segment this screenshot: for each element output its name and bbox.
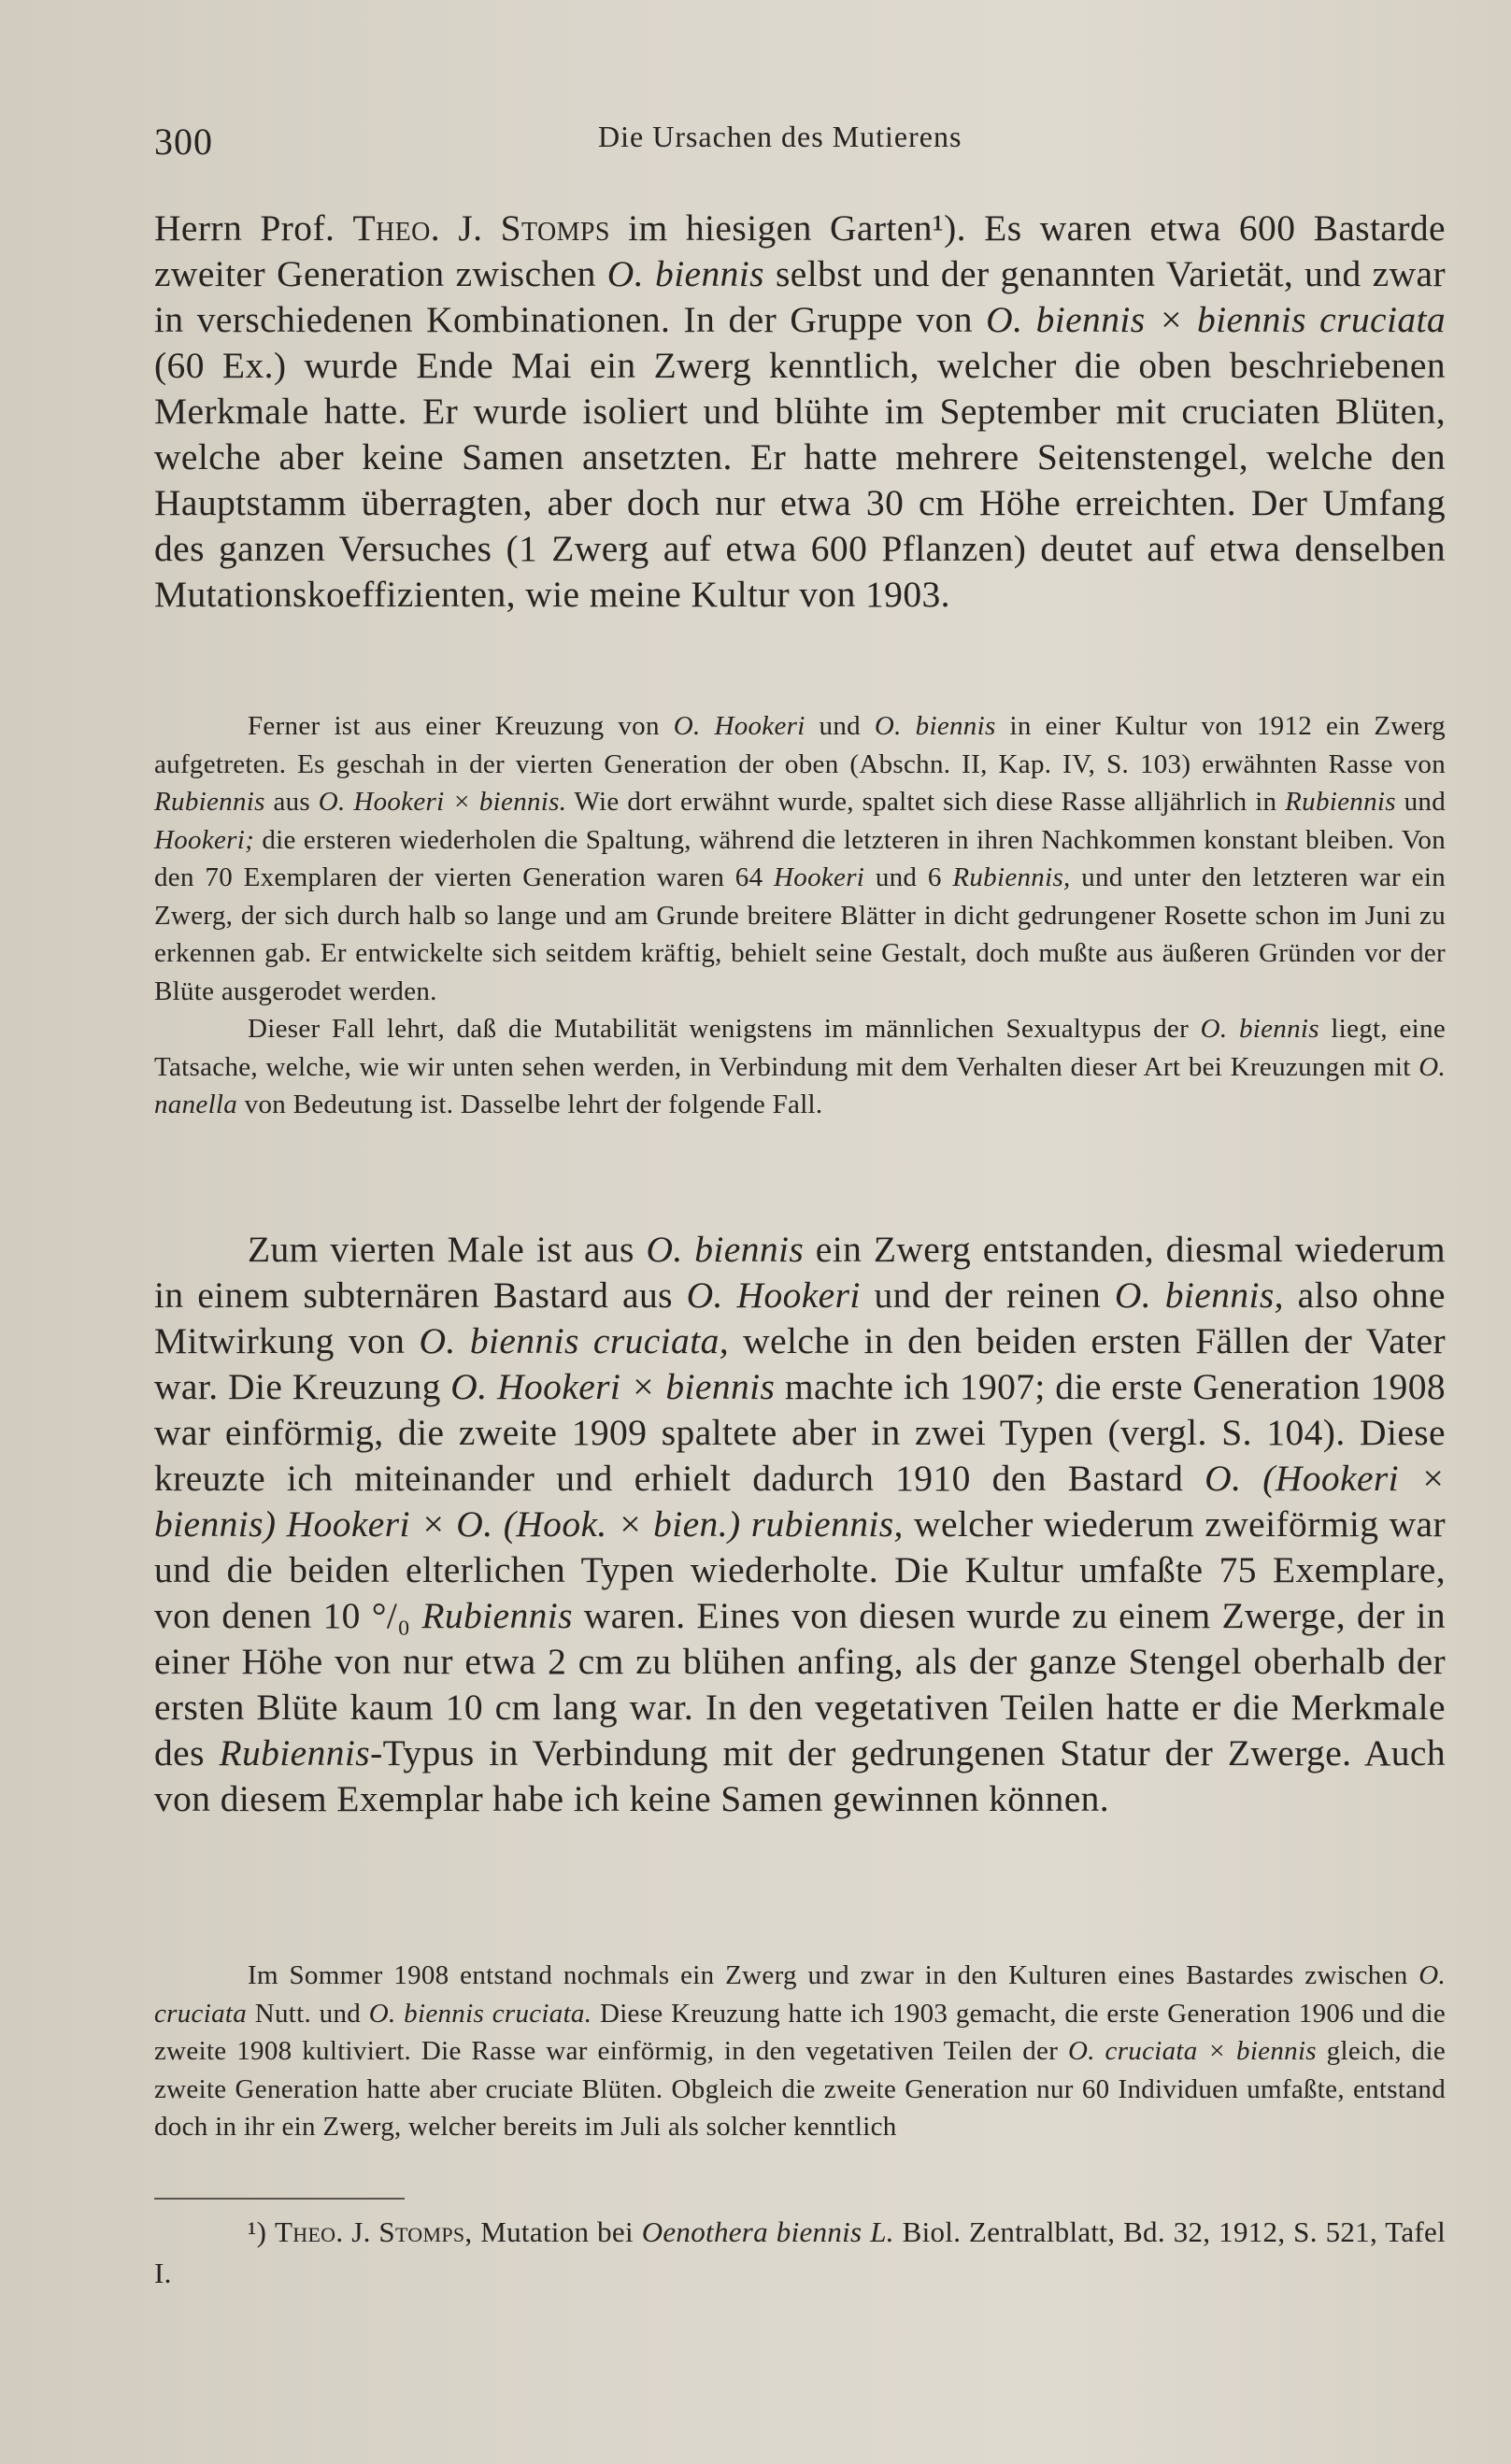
- species-name: O. biennis × biennis cruciata: [986, 299, 1446, 340]
- species-name: Oenothera biennis L.: [641, 2215, 894, 2248]
- text-run: also ohne Mitwirkung von: [154, 1275, 1446, 1361]
- text-run: und unter den letzteren war ein Zwerg, der sich durch halb so lange und am Grunde breitere Blätter in dicht gedrungener Rosette schon im Juni zu erkennen gab. Er entwickelte sich seitdem kräftig, behielt seine Gestalt, doch mußte aus äußeren Gründen vor der Blüte ausgerodet werden.: [154, 862, 1446, 1006]
- text-run: und 6: [864, 862, 953, 892]
- species-name: O. biennis: [874, 711, 996, 741]
- small-print-block-1: [154, 707, 1446, 1124]
- text-run: Nutt. und: [247, 1998, 369, 2029]
- paragraph-2: [154, 707, 1446, 1010]
- species-name: O. Hookeri: [686, 1275, 861, 1316]
- species-name: O. (Hookeri × biennis) Hookeri × O. (Hook. × bien.) rubiennis,: [154, 1458, 1446, 1545]
- text-run: Mutation bei: [472, 2215, 642, 2248]
- text-run: welcher wiederum zweiförmig war und die beiden elterlichen Typen wiederholte. Die Kultur umfaßte 75 Exemplare, von denen 10 °/₀: [154, 1503, 1446, 1636]
- text-run: waren. Eines von diesen wurde zu einem Zwerge, der in einer Höhe von nur etwa 2 cm zu blühen anfing, als der ganze Stengel oberhalb der ersten Blüte kaum 10 cm lang war. In den vegetativen Teilen hatte er die Merkmale des: [154, 1595, 1446, 1773]
- paragraph-5: [154, 1957, 1446, 2146]
- species-name: O. biennis,: [1114, 1275, 1284, 1316]
- text-run: Dieser Fall lehrt, daß die Mutabilität wenigstens im männlichen Sexualtypus der: [248, 1014, 1201, 1044]
- species-name: Hookeri;: [154, 824, 255, 855]
- species-name: Rubiennis,: [952, 862, 1071, 892]
- text-run: Im Sommer 1908 entstand nochmals ein Zwerg und zwar in den Kulturen eines Bastardes zwischen: [248, 1960, 1419, 1990]
- text-run: machte ich 1907; die erste Generation 1908 war einförmig, die zweite 1909 spaltete aber in zwei Typen (vergl. S. 104). Diese kreuzte ich miteinander und erhielt dadurch 1910 den Bastard: [154, 1366, 1447, 1499]
- text-run: Herrn Prof.: [154, 207, 353, 249]
- species-name: O. nanella: [154, 1051, 1446, 1119]
- paragraph-3: [154, 1010, 1446, 1124]
- text-run: Ferner ist aus einer Kreuzung von: [248, 711, 674, 741]
- species-name: O. cruciata × biennis: [1067, 2036, 1317, 2066]
- text-run: liegt, eine Tatsache, welche, wie wir unten sehen werden, in Verbindung mit dem Verhalten dieser Art bei Kreuzungen mit: [154, 1014, 1447, 1082]
- species-name: Rubiennis: [154, 787, 265, 817]
- species-name: O. biennis cruciata.: [368, 1998, 592, 2029]
- species-name: O. biennis cruciata,: [419, 1320, 729, 1361]
- species-name: O. Hookeri × biennis.: [318, 787, 567, 817]
- text-run: (60 Ex.) wurde Ende Mai ein Zwerg kenntlich, welcher die oben beschriebenen Merkmale hatte. Er wurde isoliert und blühte im September mit cruciaten Blüten, welche aber keine Samen ansetzten. Er hatte mehrere Seitenstengel, welche den Hauptstamm überragten, aber doch nur etwa 30 cm Höhe erreichten. Der Umfang des ganzen Versuches (1 Zwerg auf etwa 600 Pflanzen) deutet auf etwa denselben Mutationskoeffizienten, wie meine Kultur von 1903.: [154, 345, 1446, 615]
- text-run: Biol. Zentralblatt, Bd. 32, 1912, S. 521, Tafel I.: [154, 2215, 1446, 2289]
- text-run: und: [805, 711, 875, 741]
- body-block-1: [154, 206, 1446, 618]
- species-name: O. cruciata: [154, 1960, 1446, 2029]
- text-run: im hiesigen Garten¹). Es waren etwa 600 Bastarde zweiter Generation zwischen: [154, 207, 1446, 294]
- text-run: -Typus in Verbindung mit der gedrungenen Statur der Zwerge. Auch von diesem Exemplar habe ich keine Samen gewinnen können.: [154, 1732, 1446, 1819]
- species-name: Rubiennis: [421, 1595, 573, 1636]
- footnote: [154, 2212, 1446, 2294]
- text-run: gleich, die zweite Generation hatte aber cruciate Blüten. Obgleich die zweite Generation nur 60 Individuen umfaßte, entstand doch in ihr ein Zwerg, welcher bereits im Juli als solcher kenntlich: [154, 2036, 1446, 2142]
- text-run: die ersteren wiederholen die Spaltung, während die letzteren in ihren Nachkommen konstant bleiben. Von den 70 Exemplaren der vierten Generation waren 64: [154, 824, 1446, 892]
- species-name: O. biennis: [646, 1229, 805, 1270]
- paragraph-1: [154, 206, 1446, 618]
- running-head: Die Ursachen des Mutierens: [598, 120, 962, 153]
- species-name: O. biennis: [1200, 1014, 1319, 1044]
- text-run: von Bedeutung ist. Dasselbe lehrt der folgende Fall.: [237, 1090, 823, 1119]
- species-name: O. Hookeri: [673, 711, 805, 741]
- author-name: Theo. J. Stomps: [352, 207, 610, 249]
- text-run: Wie dort erwähnt wurde, spaltet sich diese Rasse alljährlich in: [566, 787, 1286, 817]
- text-run: und: [1395, 787, 1446, 817]
- body-block-2: [154, 1227, 1446, 1822]
- text-run: Zum vierten Male ist aus: [248, 1229, 647, 1270]
- text-run: welche in den beiden ersten Fällen der Vater war. Die Kreuzung: [154, 1320, 1446, 1407]
- species-name: Rubiennis: [1285, 787, 1396, 817]
- species-name: O. biennis: [606, 253, 764, 294]
- text-run: selbst und der genannten Varietät, und zwar in verschiedenen Kombinationen. In der Gruppe von: [154, 253, 1446, 340]
- paragraph-4: [154, 1227, 1446, 1822]
- text-run: aus: [264, 787, 319, 817]
- text-run: Diese Kreuzung hatte ich 1903 gemacht, die erste Generation 1906 und die zweite 1908 kultiviert. Die Rasse war einförmig, in den vegetativen Teilen der: [154, 1998, 1447, 2066]
- text-run: ein Zwerg entstanden, diesmal wiederum in einem subternären Bastard aus: [154, 1229, 1447, 1316]
- footnote-text: [154, 2212, 1446, 2294]
- author-name: Theo. J. Stomps,: [275, 2215, 473, 2248]
- species-name: O. Hookeri × biennis: [450, 1366, 776, 1407]
- text-run: und der reinen: [860, 1275, 1115, 1316]
- small-print-block-2: [154, 1957, 1446, 2146]
- page-header: [154, 120, 1444, 166]
- text-run: in einer Kultur von 1912 ein Zwerg aufgetreten. Es geschah in der vierten Generation der oben (Abschn. II, Kap. IV, S. 103) erwähnten Rasse von: [154, 711, 1446, 779]
- footnote-marker: ¹): [248, 2215, 276, 2248]
- footnote-rule: [154, 2198, 405, 2200]
- species-name: Rubiennis: [219, 1732, 371, 1773]
- page-number: 300: [154, 121, 213, 163]
- species-name: Hookeri: [774, 862, 865, 892]
